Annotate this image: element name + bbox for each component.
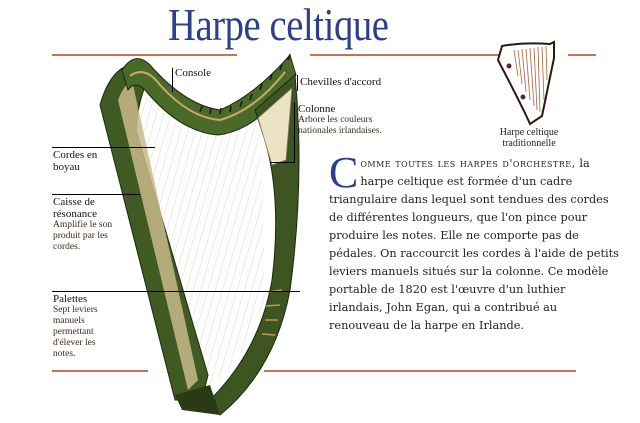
drop-cap: C — [329, 148, 359, 197]
article-body — [329, 148, 619, 335]
leader-console — [172, 68, 173, 92]
leader-chevilles — [297, 75, 298, 91]
leader-cordes — [52, 147, 155, 148]
article-lead: omme toutes les harpes d'orchestre, — [360, 157, 576, 170]
leader-palettes — [52, 291, 300, 292]
traditional-harp-icon — [494, 40, 560, 126]
leader-caisse — [52, 194, 140, 195]
page-title: Harpe celtique — [168, 0, 389, 50]
top-rule-mid — [310, 54, 500, 56]
label-cordes: Cordes en boyau — [53, 149, 98, 173]
article-text: la harpe celtique est formée d'un cadre triangulaire dans lequel sont tendues des cordes de différentes longueurs, que l'on pince pour produire les notes. Elle ne comporte pas de pédales. On raccourcit les cordes à l'aide de petits leviers manuels situés sur la colonne. Ce modèle portable de 1820 est l'œuvre d'un luthier irlandais, John Egan, qui a contribué au renouveau de la harpe en Irlande. — [329, 157, 619, 332]
label-colonne: Colonne Arbore les couleurs nationales irlandaises. — [298, 103, 382, 136]
label-console: Console — [175, 67, 212, 79]
label-chevilles: Chevilles d'accord — [300, 76, 382, 88]
leader-colonne — [294, 103, 295, 163]
celtic-harp-illustration — [90, 40, 320, 423]
leader-colonne-h — [270, 162, 295, 163]
label-caisse: Caisse de résonance Amplifie le son produit par les cordes. — [53, 196, 113, 252]
inset-caption: Harpe celtique traditionnelle — [499, 127, 559, 149]
label-palettes: Palettes Sept leviers manuels permettant d'élever les notes. — [53, 293, 98, 359]
top-rule-right — [568, 54, 596, 56]
